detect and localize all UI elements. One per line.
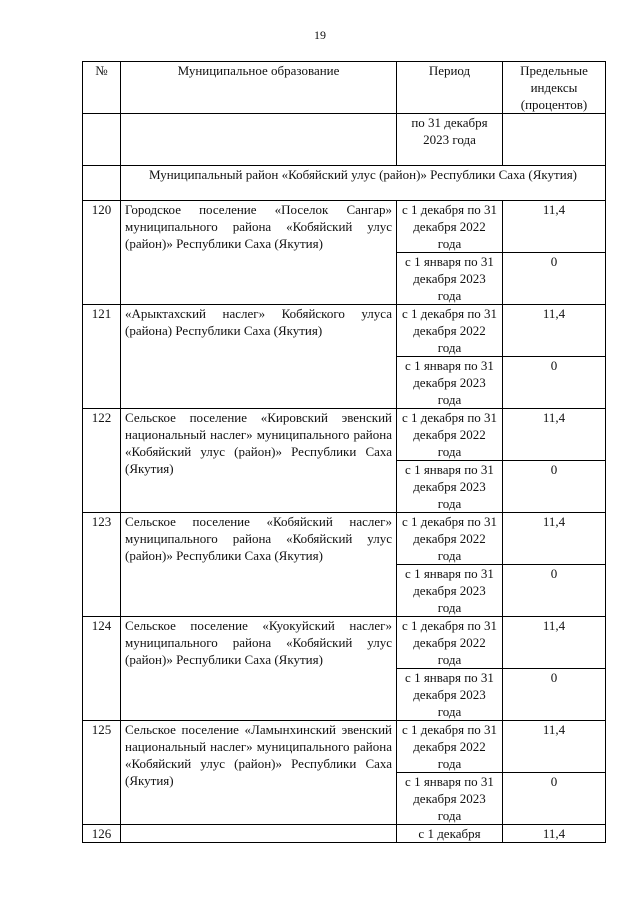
carry-over-period: по 31 декабря 2023 года xyxy=(397,114,503,166)
row-municipality: Сельское поселение «Кобяйский наслег» муниципального района «Кобяйский улус (район)» Республики Саха (Якутия) xyxy=(121,513,397,617)
row-number: 124 xyxy=(83,617,121,721)
row-index: 0 xyxy=(503,461,606,513)
row-municipality xyxy=(121,825,397,843)
row-index: 11,4 xyxy=(503,513,606,565)
row-number: 120 xyxy=(83,201,121,305)
row-number: 126 xyxy=(83,825,121,843)
table-row xyxy=(83,409,606,461)
table-row xyxy=(83,721,606,773)
row-period: с 1 января по 31 декабря 2023 года xyxy=(397,565,503,617)
header-period: Период xyxy=(397,62,503,114)
carry-over-num xyxy=(83,114,121,166)
header-index: Предельные индексы (процентов) xyxy=(503,62,606,114)
row-index: 0 xyxy=(503,253,606,305)
row-index: 11,4 xyxy=(503,825,606,843)
page-number: 19 xyxy=(314,28,326,42)
row-index: 0 xyxy=(503,669,606,721)
row-municipality: «Арыктахский наслег» Кобяйского улуса (района) Республики Саха (Якутия) xyxy=(121,305,397,409)
carry-over-municipality xyxy=(121,114,397,166)
row-index: 0 xyxy=(503,357,606,409)
row-period: с 1 декабря по 31 декабря 2022 года xyxy=(397,721,503,773)
carry-over-index xyxy=(503,114,606,166)
row-number: 125 xyxy=(83,721,121,825)
row-period: с 1 января по 31 декабря 2023 года xyxy=(397,357,503,409)
row-municipality: Сельское поселение «Кировский эвенский национальный наслег» муниципального района «Кобяйский улус (район)» Республики Саха (Якутия) xyxy=(121,409,397,513)
header-num: № xyxy=(83,62,121,114)
table-row xyxy=(83,305,606,357)
row-period: с 1 декабря по 31 декабря 2022 года xyxy=(397,513,503,565)
row-number: 121 xyxy=(83,305,121,409)
table-row xyxy=(83,513,606,565)
table-header-row xyxy=(83,62,606,114)
row-municipality: Городское поселение «Поселок Сангар» муниципального района «Кобяйский улус (район)» Республики Саха (Якутия) xyxy=(121,201,397,305)
row-period: с 1 декабря по 31 декабря 2022 года xyxy=(397,305,503,357)
row-period: с 1 декабря xyxy=(397,825,503,843)
row-period: с 1 декабря по 31 декабря 2022 года xyxy=(397,617,503,669)
row-number: 123 xyxy=(83,513,121,617)
section-title: Муниципальный район «Кобяйский улус (район)» Республики Саха (Якутия) xyxy=(121,166,606,201)
row-index: 11,4 xyxy=(503,409,606,461)
table-row xyxy=(83,617,606,669)
row-index: 11,4 xyxy=(503,305,606,357)
row-index: 11,4 xyxy=(503,201,606,253)
row-number: 122 xyxy=(83,409,121,513)
section-row xyxy=(83,166,606,201)
partial-row xyxy=(83,825,606,843)
row-period: с 1 декабря по 31 декабря 2022 года xyxy=(397,409,503,461)
row-index: 11,4 xyxy=(503,721,606,773)
header-municipality: Муниципальное образование xyxy=(121,62,397,114)
row-municipality: Сельское поселение «Ламынхинский эвенский национальный наслег» муниципального района «Кобяйский улус (район)» Республики Саха (Якутия) xyxy=(121,721,397,825)
tariff-index-table xyxy=(82,61,606,843)
row-period: с 1 января по 31 декабря 2023 года xyxy=(397,773,503,825)
section-num xyxy=(83,166,121,201)
row-municipality: Сельское поселение «Куокуйский наслег» муниципального района «Кобяйский улус (район)» Республики Саха (Якутия) xyxy=(121,617,397,721)
row-period: с 1 января по 31 декабря 2023 года xyxy=(397,461,503,513)
row-index: 11,4 xyxy=(503,617,606,669)
row-index: 0 xyxy=(503,773,606,825)
row-period: с 1 декабря по 31 декабря 2022 года xyxy=(397,201,503,253)
row-period: с 1 января по 31 декабря 2023 года xyxy=(397,669,503,721)
row-period: с 1 января по 31 декабря 2023 года xyxy=(397,253,503,305)
row-index: 0 xyxy=(503,565,606,617)
carry-over-row xyxy=(83,114,606,166)
table-row xyxy=(83,201,606,253)
municipality-rows xyxy=(83,201,606,825)
